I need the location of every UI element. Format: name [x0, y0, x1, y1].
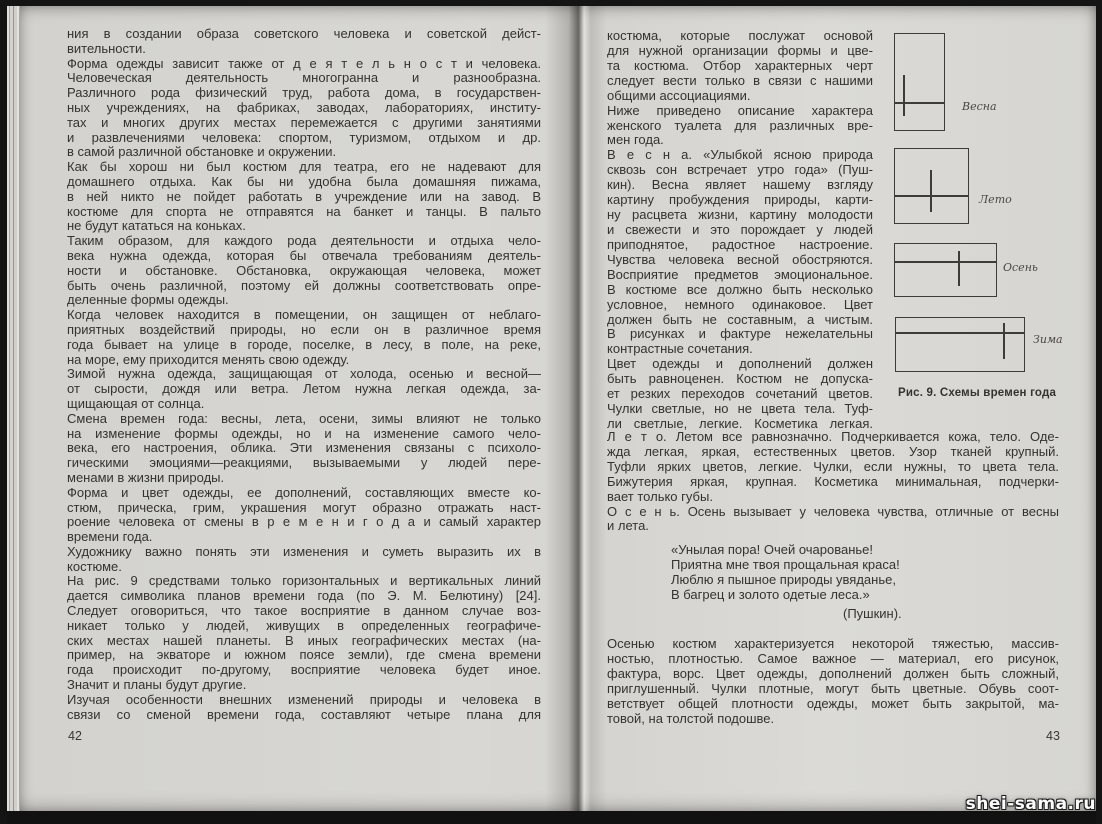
text-line: мен года. [607, 132, 664, 148]
text-line: и свежести и это порождает у людей [607, 221, 873, 237]
page-stack-edge [7, 4, 20, 813]
text-line: Когда человек находится в помещении, он защищен от неблаго- [67, 307, 541, 323]
text-line: ет резких переходов сочетаний цветов. [607, 386, 873, 402]
text-line: деленные формы одежды. [67, 292, 229, 308]
text-line: Изучая особенности внешних изменений природы и человека в [67, 691, 541, 707]
text-line: дается символика планов времени года (по Э. М. Белютину) [24]. [67, 588, 541, 604]
text-line: и лета. [607, 518, 649, 534]
text-line: товой, на толстой подошве. [607, 711, 775, 726]
text-line: для нужной организации формы и цве- [607, 42, 873, 58]
text-line: условное, немного одинаковое. Цвет [607, 296, 873, 312]
text-line: времени года. [67, 529, 153, 545]
text-line: В е с н а. «Улыбкой ясною природа [607, 147, 873, 163]
closing-paragraph [607, 636, 1059, 726]
text-line: сквозь сон встречает утро года» (Пуш- [607, 162, 873, 178]
text-line: приподнятое, радостное настроение. [607, 236, 873, 252]
left-page-text [67, 27, 541, 722]
text-line: женского туалета для различных вре- [607, 117, 873, 133]
text-line: вает только губы. [607, 488, 713, 504]
text-line: Бижутерия яркая, крупная. Косметика минимальная, подчерки- [607, 473, 1059, 489]
text-line: Форма и цвет одежды, ее дополнений, составляющих вместе ко- [67, 484, 541, 500]
text-line: домашнего отдыха. Как бы ни удобна была домашняя пижама, [67, 173, 541, 189]
text-line: Художнику важно понять эти изменения и суметь выразить их в [67, 543, 541, 559]
text-line: от сырости, дождя или ветра. Летом нужна легкая одежда, за- [67, 381, 541, 397]
text-line: щищающая от солнца. [67, 395, 205, 411]
text-line: на изменение формы одежды, но и на изменение самого чело- [67, 425, 541, 441]
poem-quote [671, 542, 991, 602]
text-line: общими ассоциациями. [607, 87, 751, 103]
text-line: Осенью костюм характеризуется некоторой тяжестью, массив- [607, 636, 1059, 651]
text-line: В костюме все должно быть несколько [607, 281, 873, 297]
vertical-line [930, 170, 932, 212]
text-line: роение человека от смены в р е м е н и г о д а и самый характер [67, 514, 541, 530]
page-number-left: 42 [68, 729, 82, 743]
text-line: «Унылая пора! Очей очарованье! [671, 542, 874, 557]
text-line: Цвет одежды и дополнений должен [607, 356, 873, 372]
text-line: Различного рода физический труд, работа дома, в государствен- [67, 85, 541, 101]
text-line: Восприятие предметов эмоциональное. [607, 266, 873, 282]
season-label-summer: Лето [979, 193, 1012, 206]
text-line: ну расцвета жизни, картину молодости [607, 207, 873, 223]
text-line: стюм, прическа, грим, украшения могут образно отражать наст- [67, 499, 541, 515]
text-line: костюме для спорта не отправятся на банкет и танцы. В пальто [67, 203, 541, 219]
text-line: века, его настроения, облика. Эти изменения связаны с психоло- [67, 440, 541, 456]
text-line: года происходит по-другому, восприятие человека будет иное. [67, 662, 541, 678]
vertical-line [1003, 323, 1005, 359]
text-line: Форма одежды зависит также от д е я т е л ь н о с т и человека. [67, 55, 541, 71]
text-line: ли светлые, легкие. Косметика легкая. [607, 415, 873, 431]
text-line: жда легкая, яркая, естественных цветов. Узор тканей крупный. [607, 443, 1059, 459]
text-line: Человеческая деятельность многогранна и разнообразна. [67, 70, 541, 86]
text-line: контрастные сочетания. [607, 341, 753, 357]
text-line: Чувства человека весной обостряются. [607, 251, 873, 267]
season-scheme-summer-diagram [894, 148, 969, 224]
right-page-column-text [607, 29, 873, 432]
text-line: гическими эмоциями—реакциями, вызываемыми у людей пере- [67, 455, 541, 471]
text-line: приятных воздействий природы, но если он в различное время [67, 321, 541, 337]
text-line: ветствует общей плотности одежды, может быть закрытой, ма- [607, 696, 1059, 711]
scan-edge-top [0, 0, 1102, 6]
horizontal-line [895, 195, 968, 197]
page-number-right: 43 [1046, 729, 1060, 743]
text-line: Значит и планы будут другие. [67, 677, 247, 693]
text-line: быть очень различной, поэтому ей должны соответствовать опре- [67, 277, 541, 293]
text-line: фактура, ворс. Цвет одежды, дополнений должен быть сложный, [607, 666, 1059, 681]
text-line: года бывает на улице в городе, поселке, в лесу, в поле, на реке, [67, 336, 541, 352]
figure-caption: Рис. 9. Схемы времен года [898, 387, 1057, 399]
text-line: кин). Весна являет нашему взгляду [607, 177, 873, 193]
text-line: связи со сменой времени года, составляют четыре плана для [67, 706, 541, 722]
text-line: должен быть не составным, а чистым. [607, 311, 873, 327]
scan-edge-right [1096, 0, 1102, 824]
text-line: на море, ему приходится менять свою одежду. [67, 351, 350, 367]
text-line: Туфли ярких цветов, легкие. Чулки, если нужны, то цвета тела. [607, 458, 1059, 474]
text-line: ности и обстановке. Обстановка, окружающая человека, может [67, 262, 541, 278]
text-line: Чулки светлые, но не цвета тела. Туф- [607, 401, 873, 417]
text-line: Таким образом, для каждого рода деятельности и отдыха чело- [67, 233, 541, 249]
text-line: ных учреждениях, на фабриках, заводах, лабораториях, институ- [67, 99, 541, 115]
text-line: не будут кататься на коньках. [67, 218, 246, 234]
text-line: тах и многих других местах перемежается с другими занятиями [67, 114, 541, 130]
text-line: и развлечениями человека: спортом, туризмом, отдыхом и др. [67, 129, 541, 145]
text-line: ностью, плотностью. Самое важное — материал, его рисунок, [607, 651, 1059, 666]
horizontal-line [896, 332, 1024, 334]
text-line: В рисунках и фактуре нежелательны [607, 326, 873, 342]
text-line: менами в жизни природы. [67, 469, 225, 485]
text-line: та костюма. Отбор характерных черт [607, 57, 873, 73]
text-line: приглушенный. Чулки плотные, могут быть цветные. Обувь соот- [607, 681, 1059, 696]
text-line: На рис. 9 средствами только горизонтальных и вертикальных линий [67, 573, 541, 589]
text-line: картину пробуждения природы, карти- [607, 192, 873, 208]
season-label-autumn: Осень [1003, 261, 1038, 274]
text-line: Люблю я пышное природы увяданье, [671, 572, 896, 587]
text-line: Л е т о. Летом все равнозначно. Подчеркивается кожа, тело. Оде- [607, 429, 1059, 444]
season-scheme-spring-diagram [894, 33, 945, 131]
text-line: в ней никто не пойдет работать в учреждение или на завод. В [67, 188, 541, 204]
text-line: В багрец и золото одетые леса.» [671, 587, 870, 602]
text-line: в самой различной обстановке и окружении. [67, 144, 337, 160]
vertical-line [903, 75, 905, 116]
text-line: костюме. [67, 558, 122, 574]
text-line: О с е н ь. Осень вызывает у человека чувства, отличные от весны [607, 503, 1059, 519]
text-line: костюма, которые послужат основой [607, 28, 873, 43]
text-line: Как бы хорош ни был костюм для театра, его не надевают для [67, 159, 541, 175]
text-line: века нужна одежда, которая бы отвечала требованиям деятель- [67, 247, 541, 263]
text-line: ния в создании образа советского человека и советской дейст- [67, 26, 541, 41]
text-line: Смена времен года: весны, лета, осени, зимы влияют не только [67, 410, 541, 426]
text-line: ских местах нашей планеты. В иных географических местах (на- [67, 632, 541, 648]
season-scheme-autumn-diagram [894, 243, 997, 297]
text-line: следует вести только в связи с нашими [607, 72, 873, 88]
scan-edge-bottom [0, 811, 1102, 824]
season-label-spring: Весна [962, 100, 997, 113]
right-page-full-text [607, 430, 1059, 534]
poem-attribution: (Пушкин). [843, 606, 902, 621]
text-line: пример, на экваторе и южном поясе земли), где смена времени [67, 647, 541, 663]
scan-edge-left [0, 0, 7, 824]
text-line: Ниже приведено описание характера [607, 102, 873, 118]
book-gutter-shadow [545, 6, 607, 811]
text-line: вительности. [67, 40, 146, 56]
text-line: быть равноценен. Костюм не допуска- [607, 371, 873, 387]
text-line: Зимой нужна одежда, защищающая от холода, осенью и весной— [67, 366, 541, 382]
watermark-text: shei-sama.ru [965, 794, 1096, 814]
text-line: никает только у людей, живущих в определенных географиче- [67, 617, 541, 633]
text-line: Приятна мне твоя прощальная краса! [671, 557, 900, 572]
season-scheme-winter-diagram [895, 317, 1025, 372]
season-label-winter: Зима [1033, 333, 1063, 346]
text-line: Следует оговориться, что такое восприятие в данном случае воз- [67, 603, 541, 619]
vertical-line [958, 251, 960, 286]
horizontal-line [895, 261, 996, 263]
